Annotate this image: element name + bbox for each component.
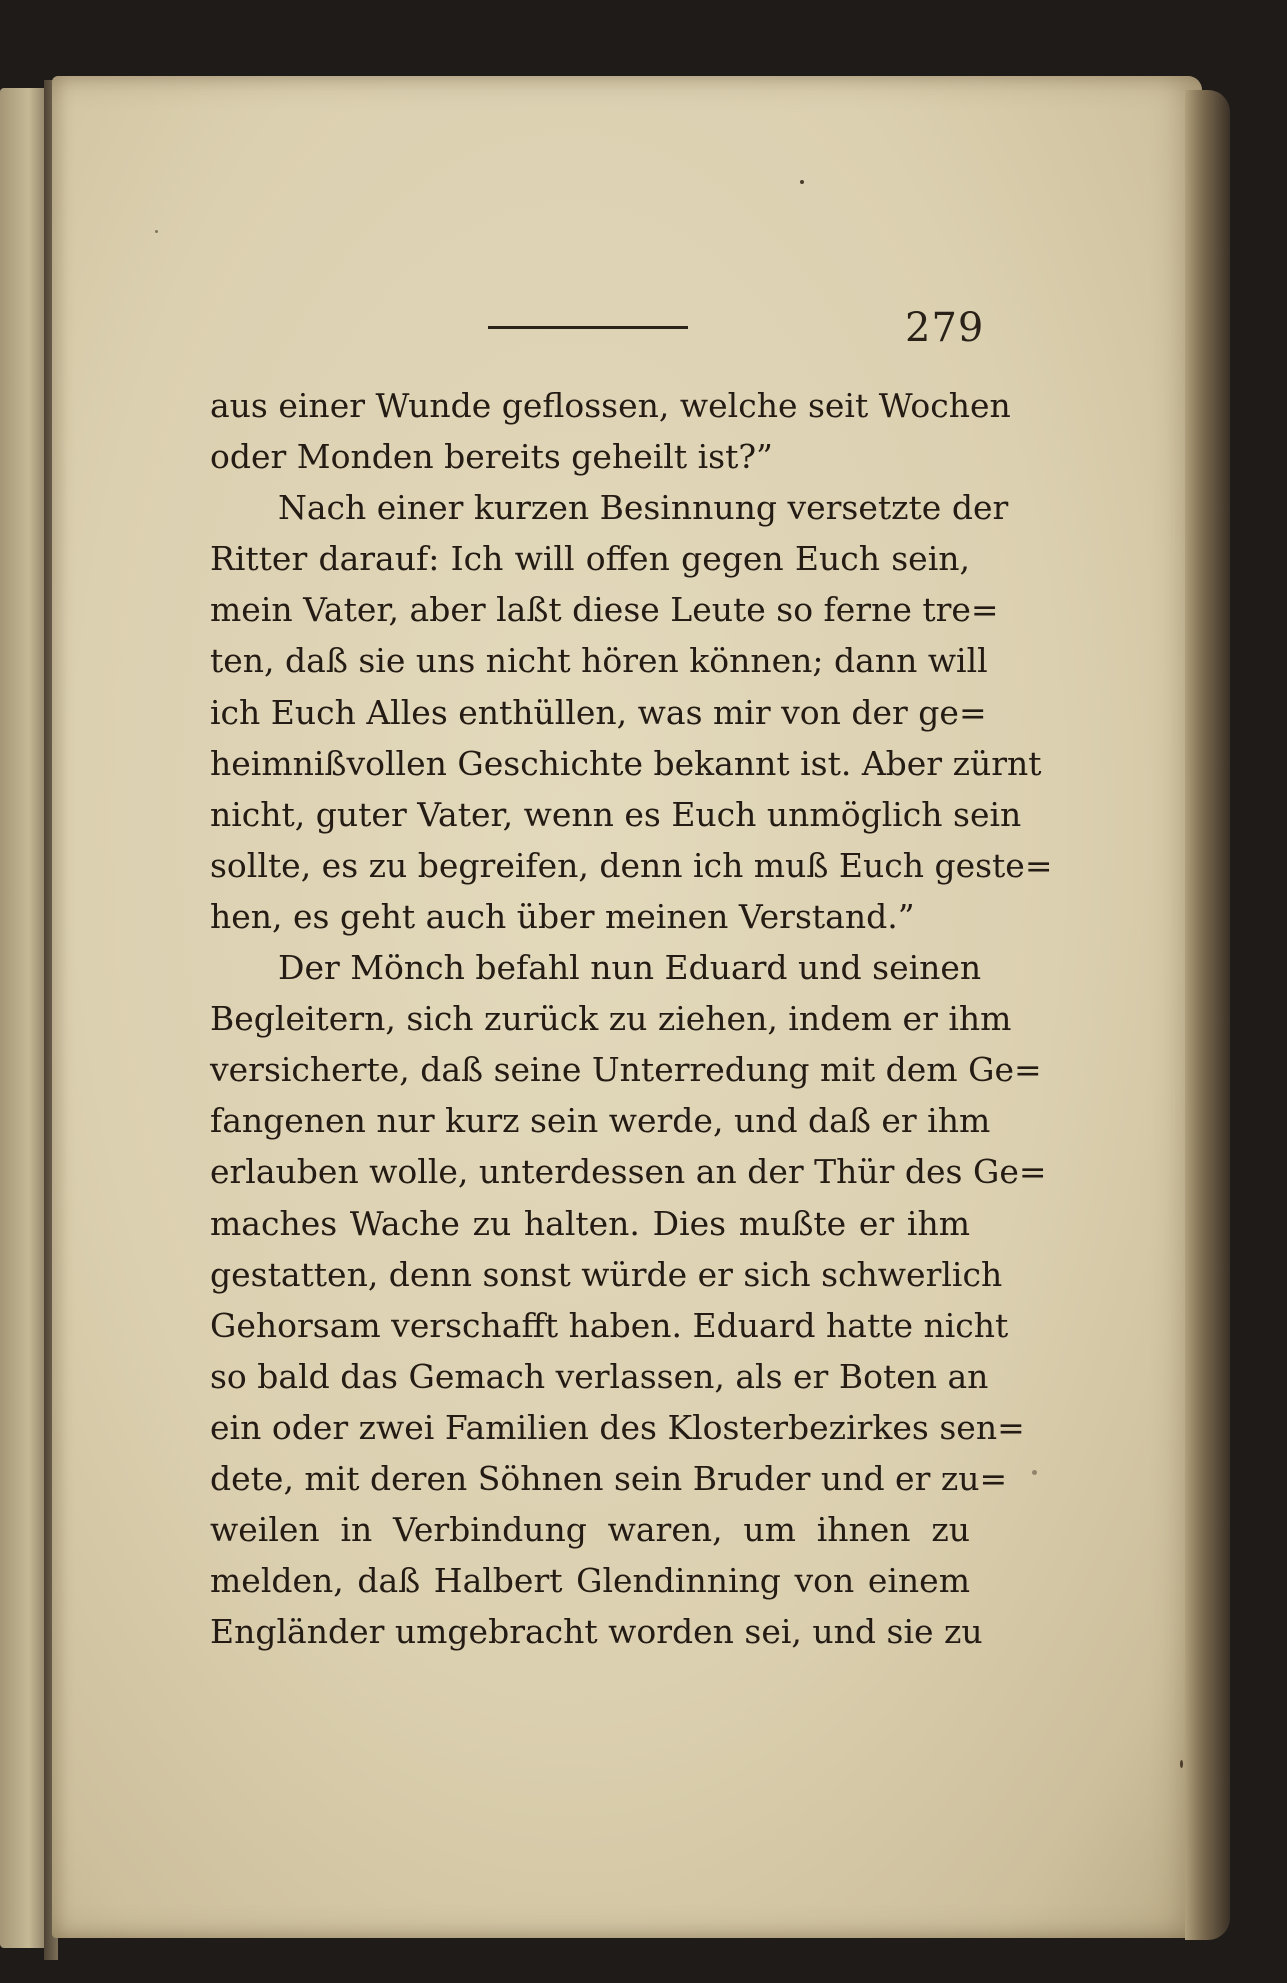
text-line: so bald das Gemach verlassen, als er Boten an bbox=[210, 1356, 989, 1396]
paper-speck bbox=[1032, 1470, 1037, 1475]
paper-speck bbox=[155, 230, 158, 233]
text-line: fangenen nur kurz sein werde, und daß er ihm bbox=[210, 1101, 991, 1141]
paper-speck bbox=[1180, 1760, 1183, 1768]
text-line: erlauben wolle, unterdessen an der Thür des Ge= bbox=[210, 1152, 1047, 1192]
left-page-edge bbox=[0, 88, 48, 1948]
text-line: weilen in Verbindung waren, um ihnen zu bbox=[210, 1510, 970, 1550]
text-line: Engländer umgebracht worden sei, und sie zu bbox=[210, 1612, 983, 1652]
text-line: sollte, es zu begreifen, denn ich muß Euch geste= bbox=[210, 845, 1053, 885]
text-line: ich Euch Alles enthüllen, was mir von der ge= bbox=[210, 692, 987, 732]
page-number: 279 bbox=[905, 305, 985, 351]
text-line: ein oder zwei Familien des Klosterbezirkes sen= bbox=[210, 1407, 1025, 1447]
text-line: Ritter darauf: Ich will offen gegen Euch sein, bbox=[210, 539, 970, 579]
text-line: Der Mönch befahl nun Eduard und seinen bbox=[278, 948, 982, 988]
text-line: aus einer Wunde geflossen, welche seit Wochen bbox=[210, 386, 1011, 425]
text-line: ten, daß sie uns nicht hören können; dann will bbox=[210, 641, 988, 681]
paper-speck bbox=[800, 180, 804, 184]
text-line: hen, es geht auch über meinen Verstand.” bbox=[210, 896, 915, 936]
text-line: Gehorsam verschafft haben. Eduard hatte nicht bbox=[210, 1305, 1009, 1345]
text-line: Nach einer kurzen Besinnung versetzte der bbox=[278, 488, 1009, 528]
text-line: Begleitern, sich zurück zu ziehen, indem er ihm bbox=[210, 999, 1012, 1039]
body-text bbox=[210, 380, 1053, 1657]
text-line: maches Wache zu halten. Dies mußte er ihm bbox=[210, 1203, 970, 1243]
text-line: mein Vater, aber laßt diese Leute so ferne tre= bbox=[210, 590, 999, 630]
text-line: versicherte, daß seine Unterredung mit dem Ge= bbox=[210, 1050, 1042, 1090]
text-line: gestatten, denn sonst würde er sich schwerlich bbox=[210, 1254, 1003, 1294]
text-line: melden, daß Halbert Glendinning von einem bbox=[210, 1561, 970, 1601]
text-line: oder Monden bereits geheilt ist?” bbox=[210, 437, 773, 477]
text-line: dete, mit deren Söhnen sein Bruder und er zu= bbox=[210, 1458, 1008, 1498]
page-edge-right bbox=[1185, 90, 1230, 1940]
text-line: heimnißvollen Geschichte bekannt ist. Aber zürnt bbox=[210, 743, 1042, 783]
header-rule bbox=[488, 326, 688, 329]
text-line: nicht, guter Vater, wenn es Euch unmöglich sein bbox=[210, 794, 1022, 834]
